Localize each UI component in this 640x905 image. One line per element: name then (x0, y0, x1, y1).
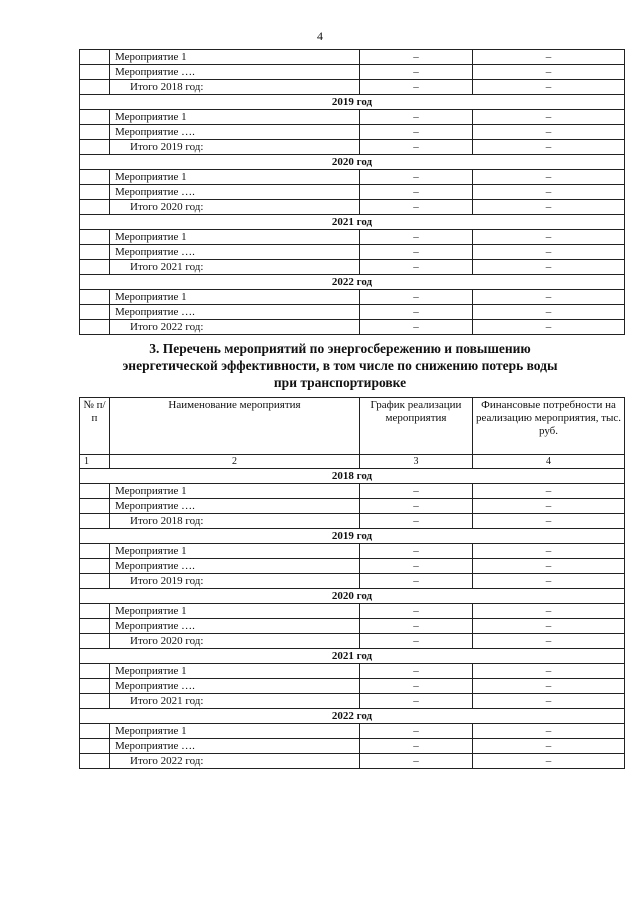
table-row (80, 664, 625, 679)
table-row (80, 110, 625, 125)
row-number-cell (80, 320, 110, 335)
finance-cell: – (473, 125, 625, 140)
total-label: Итого 2018 год: (110, 80, 360, 95)
activity-name: Мероприятие 1 (110, 230, 360, 245)
year-label: 2021 год (80, 215, 625, 230)
year-row (80, 215, 625, 230)
finance-cell: – (473, 320, 625, 335)
heading-line: при транспортировке (273, 375, 407, 390)
year-label: 2018 год (80, 469, 625, 484)
row-number-cell (80, 499, 110, 514)
schedule-cell: – (360, 619, 473, 634)
schedule-cell: – (360, 50, 473, 65)
header-schedule: График реализации мероприятия (360, 398, 473, 455)
schedule-cell: – (360, 724, 473, 739)
row-number-cell (80, 739, 110, 754)
finance-cell: – (473, 739, 625, 754)
schedule-cell: – (360, 754, 473, 769)
column-number: 4 (473, 455, 625, 469)
row-number-cell (80, 604, 110, 619)
row-number-cell (80, 724, 110, 739)
activity-name: Мероприятие 1 (110, 110, 360, 125)
schedule-cell: – (360, 125, 473, 140)
row-number-cell (80, 170, 110, 185)
schedule-cell: – (360, 739, 473, 754)
row-number-cell (80, 544, 110, 559)
total-row (80, 634, 625, 649)
row-number-cell (80, 559, 110, 574)
activity-name: Мероприятие 1 (110, 544, 360, 559)
schedule-cell: – (360, 110, 473, 125)
year-label: 2021 год (80, 649, 625, 664)
finance-cell: – (473, 484, 625, 499)
schedule-cell: – (360, 559, 473, 574)
table-row (80, 484, 625, 499)
row-number-cell (80, 664, 110, 679)
total-label: Итого 2021 год: (110, 260, 360, 275)
row-number-cell (80, 125, 110, 140)
year-label: 2022 год (80, 275, 625, 290)
finance-cell: – (473, 305, 625, 320)
schedule-cell: – (360, 140, 473, 155)
schedule-cell: – (360, 499, 473, 514)
activities-table-continued (79, 49, 625, 335)
schedule-cell: – (360, 484, 473, 499)
row-number-cell (80, 185, 110, 200)
activity-name: Мероприятие …. (110, 499, 360, 514)
schedule-cell: – (360, 260, 473, 275)
activity-name: Мероприятие …. (110, 125, 360, 140)
schedule-cell: – (360, 679, 473, 694)
total-row (80, 140, 625, 155)
table-row (80, 170, 625, 185)
row-number-cell (80, 514, 110, 529)
table-row (80, 305, 625, 320)
finance-cell: – (473, 110, 625, 125)
finance-cell: – (473, 574, 625, 589)
finance-cell: – (473, 260, 625, 275)
finance-cell: – (473, 245, 625, 260)
heading-line: 3. Перечень мероприятий по энергосбережению и повышению (149, 341, 531, 356)
table-row (80, 125, 625, 140)
schedule-cell: – (360, 574, 473, 589)
activity-name: Мероприятие 1 (110, 484, 360, 499)
finance-cell: – (473, 514, 625, 529)
total-row (80, 320, 625, 335)
total-label: Итого 2020 год: (110, 634, 360, 649)
finance-cell: – (473, 50, 625, 65)
column-number: 3 (360, 455, 473, 469)
finance-cell: – (473, 499, 625, 514)
heading-line: энергетической эффективности, в том числе по снижению потерь воды (122, 358, 558, 373)
row-number-cell (80, 574, 110, 589)
column-number-row (80, 455, 625, 469)
table-row (80, 65, 625, 80)
header-num: № п/п (80, 398, 110, 455)
schedule-cell: – (360, 80, 473, 95)
row-number-cell (80, 694, 110, 709)
year-label: 2019 год (80, 529, 625, 544)
schedule-cell: – (360, 185, 473, 200)
table-row (80, 544, 625, 559)
schedule-cell: – (360, 634, 473, 649)
finance-cell: – (473, 290, 625, 305)
finance-cell: – (473, 65, 625, 80)
year-row (80, 155, 625, 170)
year-label: 2020 год (80, 589, 625, 604)
total-row (80, 514, 625, 529)
finance-cell: – (473, 185, 625, 200)
finance-cell: – (473, 559, 625, 574)
schedule-cell: – (360, 65, 473, 80)
year-row (80, 469, 625, 484)
column-number: 1 (80, 455, 110, 469)
total-row (80, 574, 625, 589)
schedule-cell: – (360, 694, 473, 709)
schedule-cell: – (360, 514, 473, 529)
activity-name: Мероприятие …. (110, 245, 360, 260)
table-row (80, 185, 625, 200)
table-row (80, 724, 625, 739)
year-row (80, 275, 625, 290)
table-row (80, 50, 625, 65)
row-number-cell (80, 110, 110, 125)
year-label: 2020 год (80, 155, 625, 170)
total-row (80, 694, 625, 709)
row-number-cell (80, 140, 110, 155)
row-number-cell (80, 754, 110, 769)
activity-name: Мероприятие …. (110, 739, 360, 754)
row-number-cell (80, 290, 110, 305)
year-row (80, 529, 625, 544)
activity-name: Мероприятие 1 (110, 724, 360, 739)
table-row (80, 679, 625, 694)
schedule-cell: – (360, 320, 473, 335)
finance-cell: – (473, 230, 625, 245)
table-row (80, 290, 625, 305)
year-row (80, 589, 625, 604)
finance-cell: – (473, 604, 625, 619)
row-number-cell (80, 200, 110, 215)
finance-cell: – (473, 664, 625, 679)
activity-name: Мероприятие …. (110, 679, 360, 694)
year-label: 2022 год (80, 709, 625, 724)
activity-name: Мероприятие 1 (110, 170, 360, 185)
page-number: 4 (317, 29, 323, 43)
finance-cell: – (473, 634, 625, 649)
finance-cell: – (473, 619, 625, 634)
row-number-cell (80, 65, 110, 80)
table-row (80, 604, 625, 619)
schedule-cell: – (360, 544, 473, 559)
activity-name: Мероприятие …. (110, 619, 360, 634)
row-number-cell (80, 634, 110, 649)
finance-cell: – (473, 694, 625, 709)
row-number-cell (80, 305, 110, 320)
activity-name: Мероприятие 1 (110, 664, 360, 679)
row-number-cell (80, 245, 110, 260)
row-number-cell (80, 50, 110, 65)
finance-cell: – (473, 200, 625, 215)
finance-cell: – (473, 679, 625, 694)
header-name: Наименование мероприятия (110, 398, 360, 455)
table-header-row (80, 398, 625, 455)
finance-cell: – (473, 170, 625, 185)
row-number-cell (80, 619, 110, 634)
total-row (80, 200, 625, 215)
total-row (80, 80, 625, 95)
activity-name: Мероприятие …. (110, 559, 360, 574)
schedule-cell: – (360, 305, 473, 320)
total-row (80, 754, 625, 769)
finance-cell: – (473, 724, 625, 739)
total-row (80, 260, 625, 275)
total-label: Итого 2022 год: (110, 320, 360, 335)
activity-name: Мероприятие 1 (110, 50, 360, 65)
activity-name: Мероприятие 1 (110, 604, 360, 619)
total-label: Итого 2022 год: (110, 754, 360, 769)
row-number-cell (80, 260, 110, 275)
total-label: Итого 2019 год: (110, 574, 360, 589)
section-3-heading (100, 340, 580, 391)
activity-name: Мероприятие …. (110, 65, 360, 80)
row-number-cell (80, 80, 110, 95)
table-row (80, 739, 625, 754)
schedule-cell: – (360, 230, 473, 245)
activity-name: Мероприятие …. (110, 185, 360, 200)
table-row (80, 559, 625, 574)
year-row (80, 95, 625, 110)
table-body (80, 50, 625, 335)
schedule-cell: – (360, 170, 473, 185)
schedule-cell: – (360, 290, 473, 305)
finance-cell: – (473, 754, 625, 769)
finance-cell: – (473, 140, 625, 155)
table-body (80, 469, 625, 769)
table-row (80, 245, 625, 260)
activity-name: Мероприятие 1 (110, 290, 360, 305)
row-number-cell (80, 484, 110, 499)
total-label: Итого 2019 год: (110, 140, 360, 155)
schedule-cell: – (360, 200, 473, 215)
column-number: 2 (110, 455, 360, 469)
year-label: 2019 год (80, 95, 625, 110)
total-label: Итого 2020 год: (110, 200, 360, 215)
table-row (80, 499, 625, 514)
schedule-cell: – (360, 604, 473, 619)
total-label: Итого 2021 год: (110, 694, 360, 709)
row-number-cell (80, 230, 110, 245)
finance-cell: – (473, 544, 625, 559)
schedule-cell: – (360, 245, 473, 260)
finance-cell: – (473, 80, 625, 95)
table-row (80, 619, 625, 634)
table-row (80, 230, 625, 245)
schedule-cell: – (360, 664, 473, 679)
row-number-cell (80, 679, 110, 694)
total-label: Итого 2018 год: (110, 514, 360, 529)
activity-name: Мероприятие …. (110, 305, 360, 320)
year-row (80, 649, 625, 664)
header-finance: Финансовые потребности на реализацию мероприятия, тыс. руб. (473, 398, 625, 455)
year-row (80, 709, 625, 724)
energy-saving-activities-table (79, 397, 625, 769)
